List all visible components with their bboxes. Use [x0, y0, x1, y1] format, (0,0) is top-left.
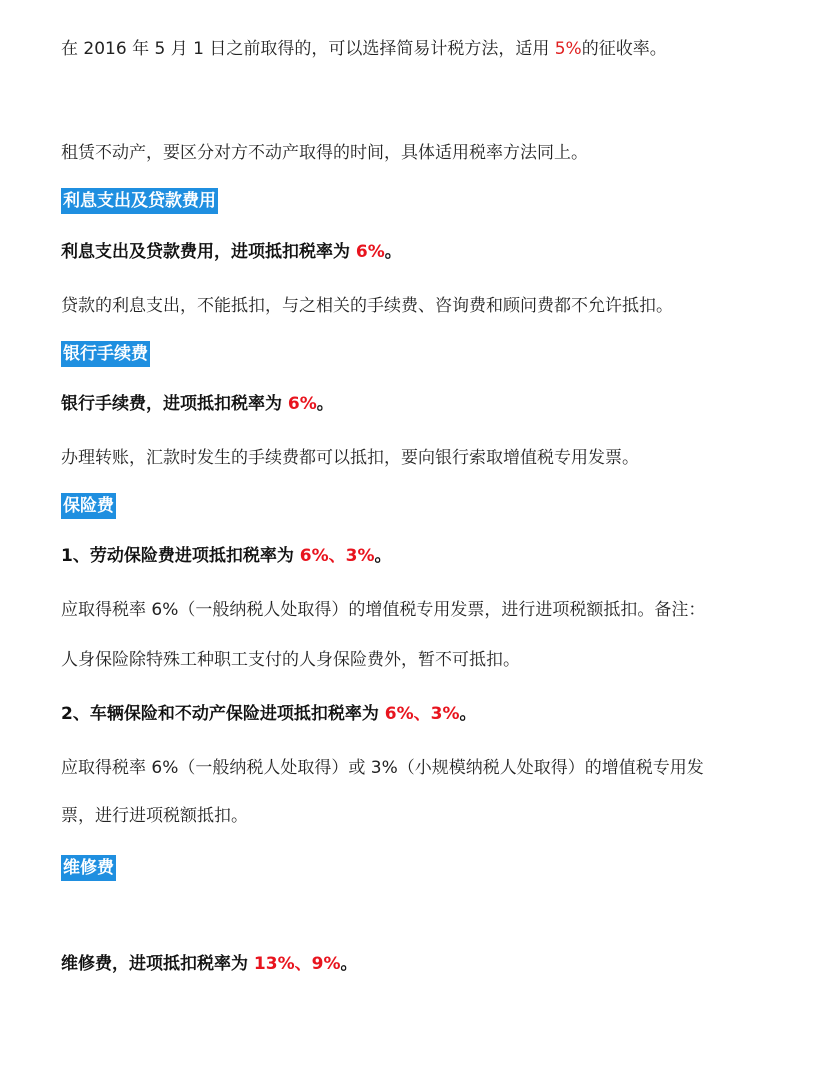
paragraph-text: 租赁不动产，要区分对方不动产取得的时间，具体适用税率方法同上。 [61, 143, 588, 163]
paragraph-lease-property [61, 141, 588, 165]
paragraph-text: 应取得税率 6%（一般纳税人处取得）的增值税专用发票，进行进项税额抵扣。备注： [61, 600, 706, 620]
paragraph-text: 办理转账，汇款时发生的手续费都可以抵扣，要向银行索取增值税专用发票。 [61, 448, 639, 468]
interest-rate-line [61, 240, 402, 264]
rate-highlight: 6%、3% [384, 704, 460, 724]
rate-highlight: 6% [355, 242, 385, 262]
rate-label: 。 [459, 704, 477, 724]
paragraph-text: 在 2016 年 5 月 1 日之前取得的，可以选择简易计税方法，适用 [61, 39, 555, 59]
interest-body [61, 294, 673, 318]
rate-label: 2、车辆保险和不动产保险进项抵扣税率为 [61, 704, 385, 724]
rate-label: 利息支出及贷款费用，进项抵扣税率为 [61, 242, 356, 262]
section-heading-interest: 利息支出及贷款费用 [61, 188, 218, 214]
paragraph-text: 人身保险除特殊工种职工支付的人身保险费外，暂不可抵扣。 [61, 650, 520, 670]
rate-label: 。 [374, 546, 392, 566]
paragraph-simplified-method [61, 37, 667, 61]
section-heading-bank-fee: 银行手续费 [61, 341, 150, 367]
section-heading-repair: 维修费 [61, 855, 116, 881]
insurance-item2-body-line2 [61, 804, 248, 828]
paragraph-text: 票，进行进项税额抵扣。 [61, 806, 248, 826]
bank-fee-body [61, 446, 639, 470]
rate-highlight: 6%、3% [299, 546, 375, 566]
rate-highlight: 5% [554, 39, 582, 59]
insurance-item2-body-line1 [61, 756, 704, 780]
insurance-item1-body-line2 [61, 648, 520, 672]
rate-label: 。 [384, 242, 402, 262]
insurance-item2-rate-line [61, 702, 476, 726]
paragraph-text: 贷款的利息支出，不能抵扣，与之相关的手续费、咨询费和顾问费都不允许抵扣。 [61, 296, 673, 316]
rate-label: 维修费，进项抵扣税率为 [61, 954, 254, 974]
bank-fee-rate-line [61, 392, 334, 416]
rate-label: 。 [316, 394, 334, 414]
rate-highlight: 6% [287, 394, 317, 414]
paragraph-text: 的征收率。 [581, 39, 667, 59]
insurance-item1-body-line1 [61, 598, 705, 622]
insurance-item1-rate-line [61, 544, 391, 568]
repair-rate-line [61, 952, 357, 976]
rate-label: 1、劳动保险费进项抵扣税率为 [61, 546, 300, 566]
rate-highlight: 13%、9% [253, 954, 341, 974]
rate-label: 。 [340, 954, 358, 974]
section-heading-insurance: 保险费 [61, 493, 116, 519]
rate-label: 银行手续费，进项抵扣税率为 [61, 394, 288, 414]
paragraph-text: 应取得税率 6%（一般纳税人处取得）或 3%（小规模纳税人处取得）的增值税专用发 [61, 758, 704, 778]
